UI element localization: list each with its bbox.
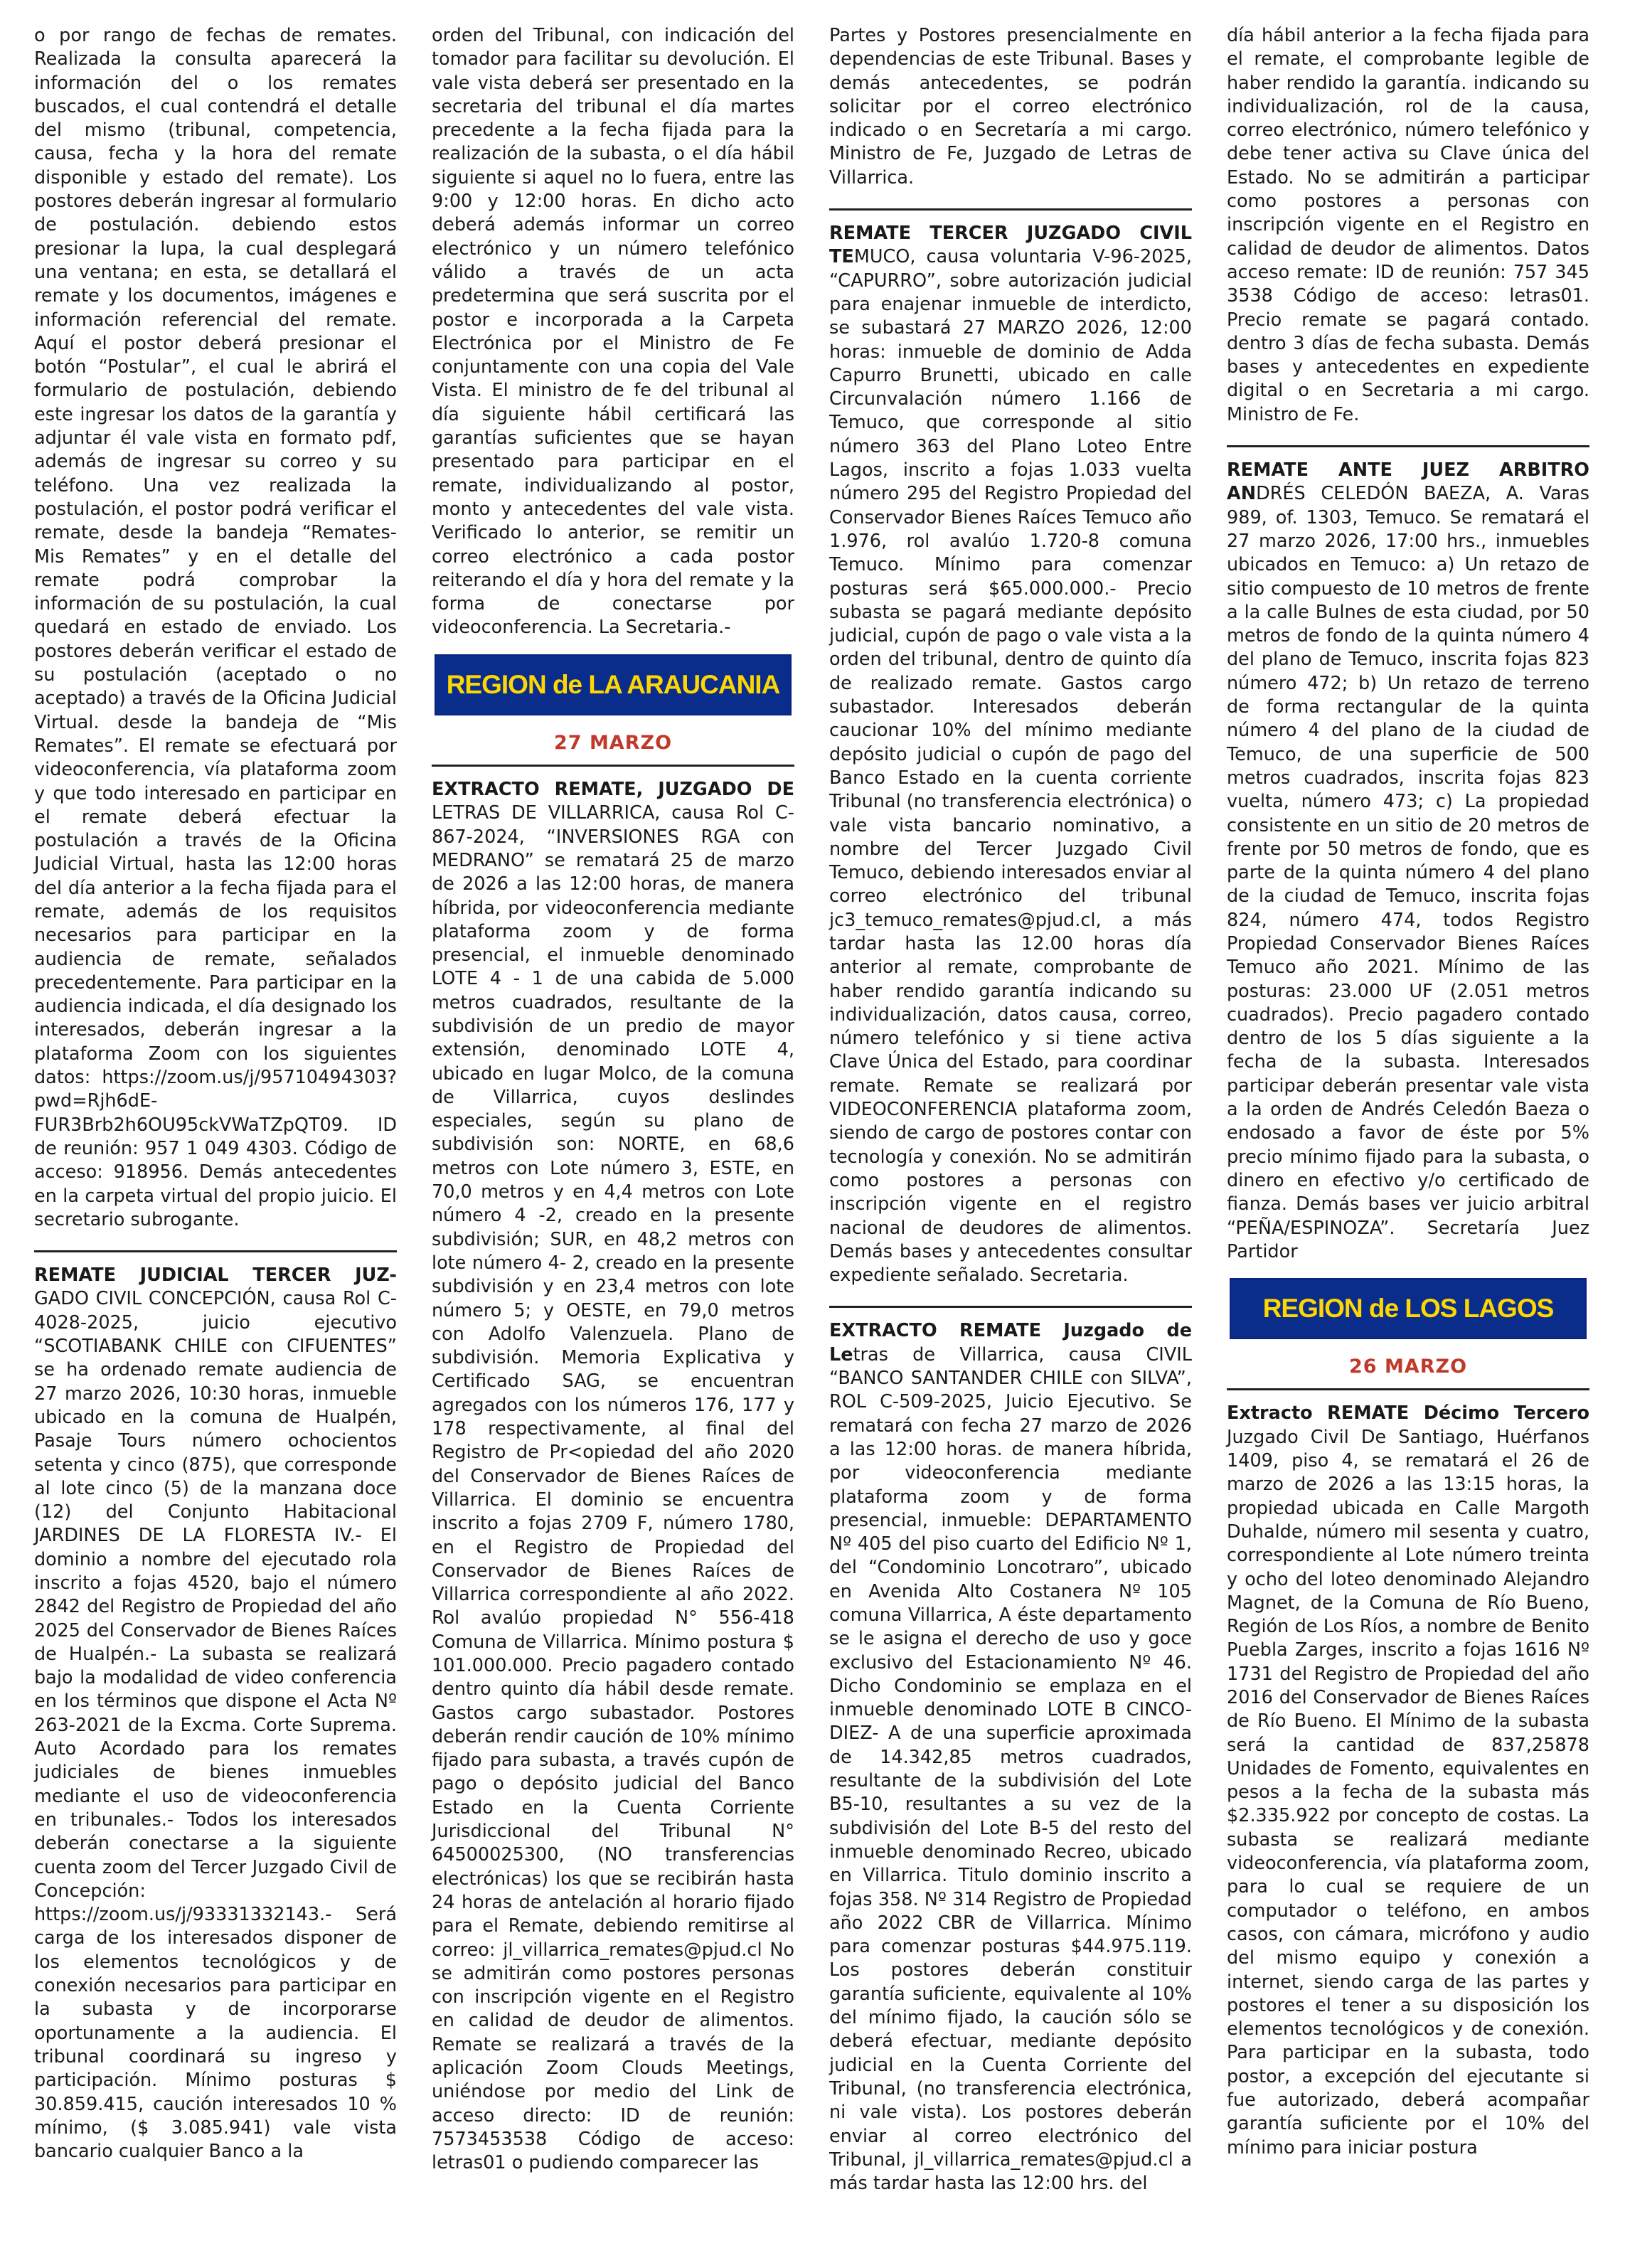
divider xyxy=(829,208,1192,211)
column-3 xyxy=(829,24,1192,2195)
region-banner-los-lagos: REGION de LOS LAGOS xyxy=(1230,1278,1587,1339)
continued-notice-text: orden del Tribunal, con indicación del tomador para facilitar su devolución. El vale vista deberá ser presentado en la secretaria del tribunal el día martes precedente a la fecha fijada para la realización de la subasta, o el día hábil siguiente si aquel no lo fuera, entre las 9:00 y 12:00 horas. En dicho acto deberá además informar un correo electrónico y un número telefónico válido a través de un acta predetermina que será suscrita por el postor e incorporada a la Carpeta Electrónica por el Ministro de Fe conjuntamente con una copia del Vale Vista. El ministro de fe del tribunal al día siguiente hábil certificará las garantías suficientes que se hayan presentado para participar en el remate, individualizando al postor, monto y antecedentes del vale vista. Verificado lo anterior, se remitir un correo electrónico a cada postor reiterando el día y hora del remate y la forma de conectarse por videoconferencia. La Secretaria.- xyxy=(432,25,794,639)
divider xyxy=(34,1250,397,1252)
notice-body: MUCO, causa voluntaria V-96-2025, “CAPURRO”, sobre autorización judicial para enajenar inmueble de interdicto, se subastará 27 MARZO 2026, 12:00 horas: inmueble de dominio de Adda Capurro Brunetti, ubicado en calle Circunvalación número 1.166 de Temuco, que corresponde al sitio número 363 del Plano Loteo Entre Lagos, inscrito a fojas 1.033 vuelta número 295 del Registro Propiedad del Conservador Bienes Raíces Temuco año 1.976, rol avalúo 1.720-8 comuna Temuco. Mínimo para comenzar posturas será $65.000.000.- Precio subasta se pagará mediante depósito judicial, cupón de pago o vale vista a la orden del tribunal, dentro de quinto día de realizado remate. Gastos cargo subastador. Interesados deberán caucionar 10% del mínimo mediante depósito judicial o cupón de pago del Banco Estado en la cuenta corriente Tribunal (no transferencia electrónica) o vale vista bancario nominativo, a nombre del Tercer Juzgado Civil Temuco, debiendo interesados enviar al correo electrónico del tribunal jc3_temuco_remates@pjud.cl, a más tardar hasta las 12.00 horas día anterior al remate, comprobante de haber rendido garantía indicando su individualización, datos causa, correo, número telefónico y si tiene activa Clave Única del Estado, para coordinar remate. Remate se realizará por VIDEOCONFERENCIA plataforma zoom, siendo de cargo de postores contar con tecnología y conexión. No se admitirán como postores a personas con inscripción vigente en el registro nacional de deudores de alimentos. Demás bases y antecedentes consultar expediente señalado. Secretaria. xyxy=(829,246,1192,1287)
notice-heading: REMATE TERCER JUZGADO CIVIL TE xyxy=(829,223,1192,268)
divider xyxy=(1227,445,1589,447)
continued-notice-text: día hábil anterior a la fecha fijada para el remate, el comprobante legible de haber rendido la garantía. indicando su individualización, rol de la causa, correo electrónico, número telefónico y debe tener activa su Clave única del Estado. No se admitirán a participar como postores a personas con inscripción vigente en el Registro en calidad de deudor de alimentos. Datos acceso remate: ID de reunión: 757 345 3538 Código de acceso: letras01. Precio remate se pagará contado. dentro 3 días de fecha subasta. Demás bases y antecedentes en expediente digital o en Secretaria a mi cargo. Ministro de Fe. xyxy=(1227,25,1589,425)
column-4 xyxy=(1227,24,1589,2160)
divider xyxy=(432,765,794,767)
notice-rio-bueno xyxy=(1227,1402,1589,2160)
divider xyxy=(829,1306,1192,1308)
notice-body: GADO CIVIL CONCEPCIÓN, causa Rol C-4028-2025, juicio ejecutivo “SCOTIABANK CHILE con CIFUENTES” se ha ordenado remate audiencia de 27 marzo 2026, 10:30 horas, inmueble ubicado en la comuna de Hualpén, Pasaje Tours número ochocientos setenta y cinco (875), que corresponde al lote cinco (5) de la manzana doce (12) del Conjunto Habitacional JARDINES DE LA FLORESTA IV.- El dominio a nombre del ejecutado rola inscrito a fojas 4520, bajo el número 2842 del Registro de Propiedad del año 2025 del Conservador de Bienes Raíces de Hualpén.- La subasta se realizará bajo la modalidad de video conferencia en los términos que dispone el Acta Nº 263-2021 de la Excma. Corte Suprema. Auto Acordado para los remates judiciales de bienes inmuebles mediante el uso de videoconferencia en tribunales.- Todos los interesados deberán conectarse a la siguiente cuenta zoom del Tercer Juzgado Civil de Concepción: https://zoom.us/j/93331332143.- Será carga de los interesados disponer de los elementos tecnológicos y de conexión necesarios para participar en la subasta y de incorporarse oportunamente a la audiencia. El tribunal coordinará su ingreso y participación. Mínimo posturas $ 30.859.415, caución interesados 10 % mínimo, ($ 3.085.941) vale vista bancario cualquier Banco a la xyxy=(34,1288,397,2163)
notice-heading: EXTRACTO REMATE Juzgado de Le xyxy=(829,1320,1192,1365)
column-1 xyxy=(34,24,397,2163)
continued-notice-text: o por rango de fechas de remates. Realizada la consulta aparecerá la información del o los remates buscados, el cual contendrá el detalle del mismo (tribunal, competencia, causa, fecha y la hora del remate disponible y estado del remate). Los postores deberán ingresar al formulario de postulación. debiendo estos presionar la lupa, la cual desplegará una ventana; en esta, se detallará el remate y los documentos, imágenes e información referencial del remate. Aquí el postor deberá presionar el botón “Postular”, el cual le abrirá el formulario de postulación, debiendo este ingresar los datos de la garantía y adjuntar él vale vista en formato pdf, además de ingresar su correo y su teléfono. Una vez realizada la postulación, el postor podrá verificar el remate, desde la bandeja “Remates-Mis Remates” y en el detalle del remate podrá comprobar la información de su postulación, la cual quedará en estado de enviado. Los postores deberán verificar el estado de su postulación (aceptado o no aceptado) a través de la Oficina Judicial Virtual. desde la bandeja de “Mis Remates”. El remate se efectuará por videoconferencia, vía plataforma zoom y que todo interesado en participar en el remate deberá efectuar la postulación a través de la Oficina Judicial Virtual, hasta las 12:00 horas del día anterior a la fecha fijada para el remate, además de los requisitos necesarios para participar en la audiencia de remate, señalados precedentemente. Para participar en la audiencia indicada, el día designado los interesados, deberán ingresar a la plataforma Zoom con los siguientes datos: https://zoom.us/j/95710494303?pwd=Rjh6dE-FUR3Brb2h6OU95ckVWaTZpQT09. ID de reunión: 957 1 049 4303. Código de acceso: 918956. Demás antecedentes en la carpeta virtual del propio juicio. El secretario subrogante. xyxy=(34,25,397,1230)
notice-body: DRÉS CELEDÓN BAEZA, A. Varas 989, of. 1303, Temuco. Se rematará el 27 marzo 2026, 17:00 hrs., inmuebles ubicados en Temuco: a) Un retazo de sitio compuesto de 10 metros de frente a la calle Bulnes de esta ciudad, por 50 metros de fondo de la quinta número 4 del plano de Temuco, inscrita fojas 823 número 472; b) Un retazo de terreno de forma rectangular de la quinta número 4 del plano de la ciudad de Temuco, de una superficie de 500 metros cuadrados, inscrita fojas 823 vuelta, número 473; c) La propiedad consistente en un sitio de 20 metros de frente por 50 metros de fondo, que es parte de la quinta número 4 del plano de la ciudad de Temuco, inscrita fojas 824, número 474, todos Registro Propiedad Conservador Bienes Raíces Temuco año 2021. Mínimo de las posturas: 23.000 UF (2.051 metros cuadrados). Precio pagadero contado dentro de los 5 días siguiente a la fecha de la subasta. Interesados participar deberán presentar vale vista a la orden de Andrés Celedón Baeza o endosado a favor de éste por 5% precio mínimo fijado para la subasta, o dinero en efectivo y/o certificado de fianza. Demás bases ver juicio arbitral “PEÑA/ESPINOZA”. Secretaría Juez Partidor xyxy=(1227,483,1589,1262)
notice-heading: REMATE JUDICIAL TERCER JUZ- xyxy=(34,1265,397,1287)
notice-body: LETRAS DE VILLARRICA, causa Rol C-867-2024, “INVERSIONES RGA con MEDRANO” se rematará 25 de marzo de 2026 a las 12:00 horas, de manera híbrida, por videoconferencia mediante plataforma zoom y de forma presencial, el inmueble denominado LOTE 4 - 1 de una cabida de 5.000 metros cuadrados, resultante de la subdivisión de un predio de mayor extensión, denominado LOTE 4, ubicado en lugar Molco, de la comuna de Villarrica, cuyos deslindes especiales, según su plano de subdivisión son: NORTE, en 68,6 metros con Lote número 3, ESTE, en 70,0 metros y en 4,4 metros con Lote número 4 -2, creado en la presente subdivisión; SUR, en 48,2 metros con lote número 4- 2, creado en la presente subdivisión y en 23,4 metros con lote número 5; y OESTE, en 79,0 metros con Adolfo Valenzuela. Plano de subdivisión. Memoria Explicativa y Certificado SAG, se encuentran agregados con los números 176, 177 y 178 respectivamente, al final del Registro de Pr<opiedad del año 2020 del Conservador de Bienes Raíces de Villarrica. El dominio se encuentra inscrito a fojas 2709 F, número 1780, en el Registro de Propiedad del Conservador de Bienes Raíces de Villarrica correspondiente al año 2022. Rol avalúo propiedad N° 556-418 Comuna de Villarrica. Mínimo postura $ 101.000.000. Precio pagadero contado dentro quinto día hábil desde remate. Gastos cargo subastador. Postores deberán rendir caución de 10% mínimo fijado para subasta, a través cupón de pago o depósito judicial del Banco Estado en la Cuenta Corriente Jurisdiccional del Tribunal N° 64500025300, (NO transferencias electrónicas) los que se recibirán hasta 24 horas de antelación al horario fijado para el Remate, debiendo remitirse al correo: jl_villarrica_remates@pjud.cl No se admitirán como postores personas con inscripción vigente en el Registro en calidad de deudor de alimentos. Remate se realizará a través de la aplicación Zoom Clouds Meetings, uniéndose por medio del Link de acceso directo: ID de reunión: 7573453538 Código de acceso: letras01 o pudiendo comparecer las xyxy=(432,802,794,2174)
column-2 xyxy=(432,24,794,2176)
region-banner-araucania: REGION de LA ARAUCANIA xyxy=(435,654,792,715)
section-date: 26 MARZO xyxy=(1348,1356,1468,1378)
notice-concepcion xyxy=(34,1264,397,2163)
notice-body: Juzgado Civil De Santiago, Huérfanos 1409, piso 4, se rematará el 26 de marzo de 2026 a las 13:15 horas, la propiedad ubicada en Calle Margoth Duhalde, número mil sesenta y cuatro, correspondiente al Lote número treinta y ocho del loteo denominado Alejandro Magnet, de la Comuna de Río Bueno, Región de Los Ríos, a nombre de Benito Puebla Zarges, inscrito a fojas 1616 Nº 1731 del Registro de Propiedad del año 2016 del Conservador de Bienes Raíces de Río Bueno. El Mínimo de la subasta será la cantidad de 837,25878 Unidades de Fomento, equivalentes en pesos a la fecha de la subasta más $2.335.922 por concepto de costas. La subasta se realizará mediante videoconferencia, vía plataforma zoom, para lo cual se requiere de un computador o teléfono, en ambos casos, con cámara, micrófono y audio del mismo equipo y conexión a internet, siendo carga de las partes y postores el tener a su disposición los elementos tecnológicos y de conexión. Para participar en la subasta, todo postor, a excepción del ejecutante si fue autorizado, deberá acompañar garantía suficiente por el 10% del mínimo para iniciar postura xyxy=(1227,1426,1589,2158)
notice-heading: REMATE ANTE JUEZ ARBITRO AN xyxy=(1227,459,1589,505)
notice-villarrica-medrano xyxy=(432,778,794,2176)
notice-body: tras de Villarrica, causa CIVIL “BANCO SANTANDER CHILE con SILVA”, ROL C-509-2025, Juicio Ejecutivo. Se rematará con fecha 27 marzo de 2026 a las 12:00 horas. de manera híbrida, por videoconferencia mediante plataforma zoom y de forma presencial, inmueble: DEPARTAMENTO Nº 405 del piso cuarto del Edificio Nº 1, del “Condominio Loncotraro”, ubicado en Avenida Alto Costanera Nº 105 comuna Villarrica, A éste departamento se le asigna el derecho de uso y goce exclusivo del Estacionamiento Nº 46. Dicho Condominio se emplaza en el inmueble denominado LOTE B CINCO-DIEZ- A de una superficie aproximada de 14.342,85 metros cuadrados, resultante de la subdivisión del Lote B5-10, resultantes a su vez de la subdivisión del Lote B-5 del resto del inmueble denominado Recreo, ubicado en Villarrica. Titulo dominio inscrito a fojas 358. Nº 314 Registro de Propiedad año 2022 CBR de Villarrica. Mínimo para comenzar posturas $44.975.119. Los postores deberán constituir garantía suficiente, equivalente al 10% del mínimo fijado, la caución sólo se deberá efectuar, mediante depósito judicial en la Cuenta Corriente del Tribunal, (no transferencia electrónica, ni vale vista). Los postores deberán enviar al correo electrónico del Tribunal, jl_villarrica_remates@pjud.cl a más tardar hasta las 12:00 hrs. del xyxy=(829,1343,1192,2195)
notice-arbitro xyxy=(1227,459,1589,1264)
notice-villarrica-silva xyxy=(829,1319,1192,2195)
divider xyxy=(1227,1388,1589,1390)
section-date: 27 MARZO xyxy=(553,731,673,754)
notice-temuco-capurro xyxy=(829,222,1192,1287)
notice-heading: EXTRACTO REMATE, JUZGADO DE xyxy=(432,779,794,801)
notice-heading: Extracto REMATE Décimo Tercero xyxy=(1227,1402,1589,1425)
continued-notice-text: Partes y Postores presencialmente en dependencias de este Tribunal. Bases y demás antecedentes, se podrán solicitar por el correo electrónico indicado o en Secretaría a mi cargo. Ministro de Fe, Juzgado de Letras de Villarrica. xyxy=(829,25,1192,188)
